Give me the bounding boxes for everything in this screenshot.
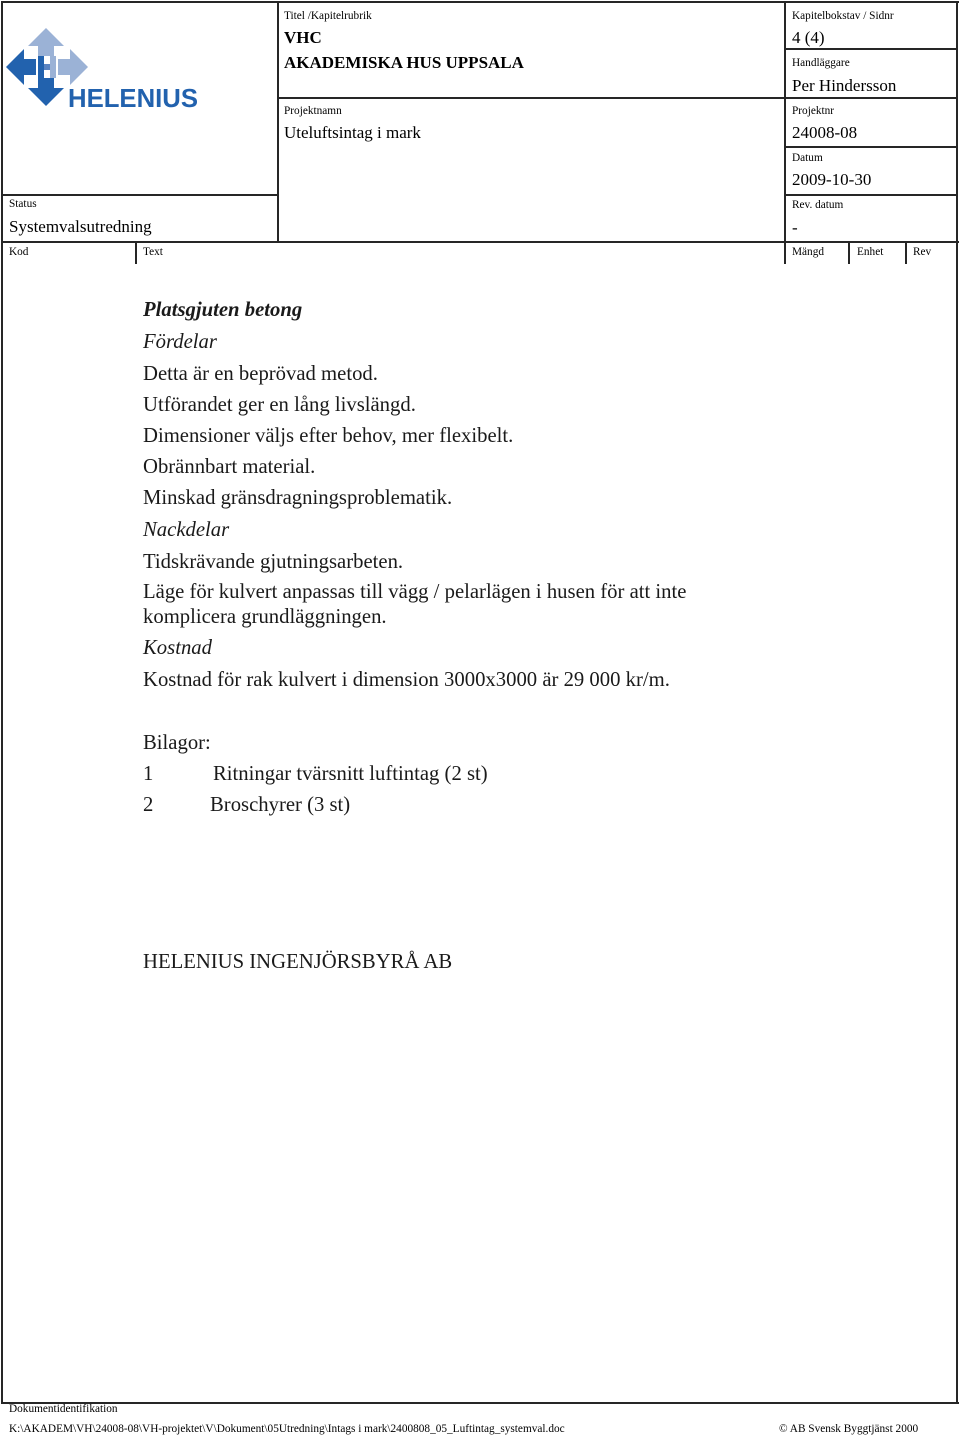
status-label: Status: [9, 198, 37, 210]
advantage-item: Detta är en beprövad metod.: [143, 363, 378, 385]
attachment-number: 2: [143, 794, 154, 816]
revision-date-label: Rev. datum: [792, 199, 844, 211]
attachment-number: 1: [143, 763, 154, 785]
header-rule-logo: [1, 194, 279, 196]
disadvantage-item: Läge för kulvert anpassas till vägg / pelarlägen i husen för att inte komplicera grundläggningen.: [143, 581, 687, 628]
disadvantages-heading: Nackdelar: [143, 519, 230, 541]
disadvantage-item: Tidskrävande gjutningsarbeten.: [143, 551, 404, 573]
project-number-label: Projektnr: [792, 105, 835, 117]
logo-h-right-stroke: [50, 56, 56, 78]
column-header-enhet: Enhet: [857, 246, 884, 258]
column-header-rev: Rev: [913, 246, 932, 258]
advantage-item: Minskad gränsdragningsproblematik.: [143, 487, 453, 509]
column-header-kod: Kod: [9, 246, 29, 258]
page-label: Kapitelbokstav / Sidnr: [792, 10, 894, 22]
logo-right-arrow-icon: [58, 49, 88, 85]
document-id-label: Dokumentidentifikation: [9, 1403, 118, 1415]
logo-h-crossbar: [44, 64, 50, 70]
attachments-heading: Bilagor:: [143, 732, 211, 754]
cost-text: Kostnad för rak kulvert i dimension 3000x3000 är 29 000 kr/m.: [143, 669, 670, 691]
frame-bottom-border: [1, 1402, 959, 1404]
title-line-2: AKADEMISKA HUS UPPSALA: [284, 53, 524, 72]
header-rule-projectnr: [785, 146, 958, 148]
column-header-mangd: Mängd: [792, 246, 825, 258]
project-number-value: 24008-08: [792, 123, 858, 142]
handler-value: Per Hindersson: [792, 76, 897, 95]
header-divider-left: [277, 1, 279, 243]
attachment-text: Broschyrer (3 st): [210, 794, 351, 816]
revision-date-value: -: [792, 218, 798, 237]
date-label: Datum: [792, 152, 823, 164]
section-heading: Platsgjuten betong: [143, 299, 303, 321]
advantage-item: Utförandet ger en lång livslängd.: [143, 394, 416, 416]
document-path: K:\AKADEM\VH\24008-08\VH-projektet\V\Dokument\05Utredning\Intags i mark\2400808_05_Luftintag_systemval.doc: [9, 1423, 565, 1435]
advantage-item: Obrännbart material.: [143, 456, 316, 478]
copyright-notice: © AB Svensk Byggtjänst 2000: [779, 1423, 919, 1435]
cost-heading: Kostnad: [143, 637, 212, 659]
logo-down-arrow-icon: [28, 78, 64, 106]
page-value: 4 (4): [792, 28, 825, 47]
column-divider-mangd: [848, 242, 850, 264]
attachment-text: Ritningar tvärsnitt luftintag (2 st): [213, 763, 488, 785]
column-divider-kod: [135, 242, 137, 264]
column-divider-enhet: [905, 242, 907, 264]
project-name-label: Projektnamn: [284, 105, 342, 117]
logo-h-left-stroke: [38, 56, 44, 78]
advantage-item: Dimensioner väljs efter behov, mer flexibelt.: [143, 425, 514, 447]
helenius-logo: [0, 0, 278, 195]
header-rule-title: [278, 97, 958, 99]
column-header-text: Text: [143, 246, 163, 258]
date-value: 2009-10-30: [792, 170, 872, 189]
logo-left-arrow-icon: [6, 49, 36, 85]
logo-wordmark: HELENIUS: [68, 83, 198, 113]
header-rule-date: [785, 194, 958, 196]
frame-top-border: [1, 1, 959, 3]
title-line-1: VHC: [284, 28, 322, 47]
company-signature: HELENIUS INGENJÖRSBYRÅ AB: [143, 951, 453, 973]
status-value: Systemvalsutredning: [9, 217, 152, 236]
advantages-heading: Fördelar: [143, 331, 217, 353]
header-rule-bottom: [1, 241, 959, 243]
header-divider-right: [784, 1, 786, 264]
project-name-value: Uteluftsintag i mark: [284, 123, 421, 142]
logo-up-arrow-icon: [28, 28, 64, 56]
handler-label: Handläggare: [792, 57, 850, 69]
title-label: Titel /Kapitelrubrik: [284, 10, 372, 22]
frame-left-border: [1, 1, 3, 1404]
header-rule-page: [785, 48, 958, 50]
frame-right-border: [956, 1, 958, 1404]
